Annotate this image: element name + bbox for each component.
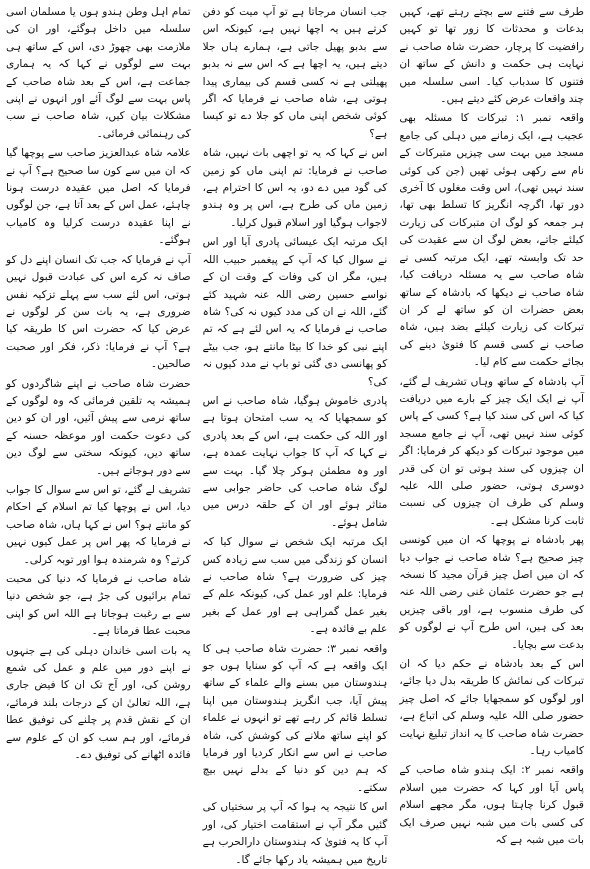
column-left	[5, 4, 191, 762]
paragraph: یہ بات اسی خاندان دہلی کی ہے جنہوں نے اپنے دور میں علم و عمل کی شمع روشن کی، اور آج تک ان کا فیض جاری ہے، اللہ تعالیٰ ان کے درجات بلند فرمائے، ان کے نقش قدم پر چلنے کی توفیق عطا فرمائے، اور ہم سب کو ان کے علوم سے فائدہ اٹھانے کی توفیق دے۔	[5, 644, 191, 762]
paragraph: اس کے بعد بادشاہ نے حکم دیا کہ ان تبرکات کی نمائش کا طریقہ بدل دیا جائے، اور لوگوں کو سمجھایا جائے کہ اصل چیز حضور صلی اللہ علیہ وسلم کی اتباع ہے، حضرت شاہ صاحب کا یہ انداز تبلیغ نہایت کامیاب رہا۔	[399, 658, 584, 758]
paragraph: ایک مرتبہ ایک شخص نے سوال کیا کہ انسان کو زندگی میں سب سے زیادہ کس چیز کی ضرورت ہے؟ شاہ صاحب نے فرمایا: علم اور عمل کی، کیونکہ علم کے بغیر عمل گمراہی ہے اور عمل کے بغیر علم بے فائدہ ہے۔	[202, 536, 388, 636]
paragraph: واقعہ نمبر ۳: حضرت شاہ صاحب ہی کا ایک واقعہ ہے کہ آپ کو سنایا ہوں جو ہندوستان میں بسنے والے علماء کے ساتھ پیش آیا، جب انگریز ہندوستان میں اپنا تسلط قائم کر رہے تھے تو انہوں نے علماء کو اپنے ساتھ ملانے کی کوشش کی، شاہ صاحب نے اس سے انکار کردیا اور فرمایا کہ ہم دین کو دنیا کے بدلے نہیں بیچ سکتے۔	[202, 642, 388, 794]
paragraph: واقعہ نمبر ۱: تبرکات کا مسئلہ بھی عجیب ہے، ایک زمانے میں دہلی کی جامع مسجد میں بہت سی چیزیں متبرکات کے نام سے رکھی ہوئی تھیں (جن کی کوئی سند نہیں تھی)، اس وقت مغلوں کا آخری دور تھا، اگرچہ انگریز کا تسلط بھی تھا، ہر جمعہ کو لوگ ان متبرکات کی زیارت کیلئے جاتے، بعض لوگ ان سے عقیدت کی حد تک وابستہ تھے، ایک مرتبہ کسی نے شاہ صاحب سے یہ مسئلہ دریافت کیا، شاہ صاحب نے دیکھا کہ بادشاہ کے ساتھ بعض حضرات ان کو ساتھ لے کر ان تبرکات کی زیارت کیلئے بضد ہیں، شاہ صاحب نے کسی قسم کا فتویٰ دینے کی بجائے حکمت سے کام لیا۔	[399, 112, 584, 369]
paragraph: واقعہ نمبر ۲: ایک ہندو شاہ صاحب کے پاس آیا اور کہا کہ حضرت میں اسلام قبول کرنا چاہتا ہوں، مگر مجھے اسلام کی کسی بات میں شبہ نہیں صرف ایک بات میں شبہ ہے کہ	[399, 764, 584, 847]
paragraph: طرف سے فتنے سے بچتے رہتے تھے، کہیں بدعات و محدثات کا زور تھا تو کہیں رافضیت کا پرچار، حضرت شاہ صاحب نے نہایت ہی حکمت و دانش کے ساتھ ان فتنوں کا سدباب کیا۔ اسی سلسلہ میں چند واقعات عرض کئے دیتے ہیں۔	[399, 6, 584, 106]
paragraph: پادری خاموش ہوگیا، شاہ صاحب نے اس کو سمجھایا کہ یہ سب امتحان ہوتا ہے اور اللہ کی حکمت ہے، اس کے بعد پادری نے کہا کہ آپ کا جواب نہایت عمدہ ہے، اور وہ مطمئن ہوکر چلا گیا۔ بہت سے لوگ شاہ صاحب کی حاضر جوابی سے متاثر ہوئے اور ان کے حلقہ درس میں شامل ہوئے۔	[202, 394, 388, 529]
paragraph: علامہ شاہ عبدالعزیز صاحب سے پوچھا گیا کہ ان میں سے کون سا صحیح ہے؟ آپ نے فرمایا کہ اصل میں عقیدہ درست ہونا چاہئے، عمل اس کے بعد آتا ہے، جن لوگوں نے اپنا عقیدہ درست کرلیا وہ کامیاب ہوگئے۔	[5, 147, 191, 247]
paragraph: اس نے کہا کہ یہ تو اچھی بات نہیں، شاہ صاحب نے فرمایا: تم اپنی ماں کو زمین کی گود میں دے دو، یہ اس کا احترام ہے، زمین ماں کی طرح ہے، اس پر وہ ہندو لاجواب ہوگیا اور اسلام قبول کرلیا۔	[202, 147, 388, 229]
column-middle	[202, 4, 388, 866]
paragraph: شاہ صاحب نے فرمایا کہ دنیا کی محبت تمام برائیوں کی جڑ ہے، جو شخص دنیا سے بے رغبت ہوجاتا ہے اللہ اس کو اپنی محبت عطا فرماتا ہے۔	[5, 573, 191, 638]
paragraph: جب انسان مرجاتا ہے تو آپ میت کو دفن کرتے ہیں یہ اچھا نہیں ہے، کیونکہ اس سے بدبو پھیل جاتی ہے، ہمارے ہاں جلا دیتے ہیں، یہ اچھا ہے کہ اس سے نہ بدبو پھیلتی ہے نہ کسی قسم کی بیماری پیدا ہوتی ہے، شاہ صاحب نے فرمایا کہ اگر کوئی شخص اپنی ماں کو جلا دے تو کیسا ہے؟	[202, 6, 388, 140]
paragraph: آپ نے فرمایا کہ جب تک انسان اپنے دل کو صاف نہ کرے اس کی عبادت قبول نہیں ہوتی، اس لئے سب سے پہلے تزکیہ نفس ضروری ہے، یہ بات سن کر لوگوں نے عرض کیا کہ حضرت اس کا طریقہ کیا ہے؟ آپ نے فرمایا: ذکر، فکر اور صحبت صالحین۔	[5, 253, 191, 371]
column-right	[399, 4, 584, 847]
paragraph: پھر بادشاہ نے پوچھا کہ ان میں کونسی چیز صحیح ہے؟ شاہ صاحب نے جواب دیا کہ ان میں اصل چیز قرآن مجید کا نسخہ ہے جو حضرت عثمان غنی رضی اللہ عنہ کی طرف منسوب ہے، اور باقی چیزیں بعد کی ہیں، اس طرح آپ نے لوگوں کو بدعت سے بچایا۔	[399, 534, 584, 651]
paragraph: تمام اہل وطن ہندو ہوں یا مسلمان اسی سلسلہ میں داخل ہوگئے، اور ان کی ملازمت بھی چھوڑ دی، اس کے ساتھ ہی بہت سے لوگوں نے کہا کہ یہ ہماری جماعت ہے، اس کے بعد شاہ صاحب کے پاس بہت سے لوگ آئے اور انہوں نے اپنی مشکلات بیان کیں، شاہ صاحب نے سب کی رہنمائی فرمائی۔	[5, 6, 191, 140]
paragraph: آپ بادشاہ کے ساتھ وہاں تشریف لے گئے، آپ نے ایک ایک چیز کے بارے میں دریافت کیا کہ اس کی سند کیا ہے؟ کسی کے پاس کوئی سند نہیں تھی، آپ نے جامع مسجد میں موجود تبرکات کو دیکھ کر فرمایا: اگر ان چیزوں کی سند ہوتی تو ان کی قدر دوسری ہوتی، حضور صلی اللہ علیہ وسلم کی طرف ان چیزوں کی نسبت ثابت کرنا مشکل ہے۔	[399, 375, 584, 527]
paragraph: حضرت شاہ صاحب نے اپنے شاگردوں کو ہمیشہ یہ تلقین فرمائی کہ وہ لوگوں کے ساتھ نرمی سے پیش آئیں، اور ان کو دین کی دعوت حکمت اور موعظہ حسنہ کے ساتھ دیں، کیونکہ سختی سے لوگ دین سے دور ہوجاتے ہیں۔	[5, 377, 191, 477]
paragraph: ایک مرتبہ ایک عیسائی پادری آیا اور اس نے سوال کیا کہ آپ کے پیغمبر حبیب اللہ ہیں، مگر ان کی وفات کے وقت ان کے نواسے حسین رضی اللہ عنہ شہید کئے گئے، اللہ نے ان کی مدد کیوں نہ کی؟ شاہ صاحب نے فرمایا کہ یہ اس لئے ہے کہ تم اپنے نبی کو خدا کا بیٹا مانتے ہو، جب بیٹے کو پھانسی دی گئی تو باپ نے مدد کیوں نہ کی؟	[202, 236, 388, 388]
paragraph: تشریف لے گئے، تو اس سے سوال کا جواب دیا، اس نے پوچھا کیا تم اسلام کے احکام کو مانتے ہو؟ اس نے کہا ہاں، شاہ صاحب نے فرمایا کہ پھر اس پر عمل کیوں نہیں کرتے؟ وہ شرمندہ ہوا اور توبہ کرلی۔	[5, 483, 191, 566]
paragraph: اس کا نتیجہ یہ ہوا کہ آپ پر سختیاں کی گئیں مگر آپ نے استقامت اختیار کی، اور آپ کا یہ فتویٰ کہ ہندوستان دارالحرب ہے تاریخ میں ہمیشہ یاد رکھا جائے گا۔	[202, 801, 388, 866]
text-columns	[5, 4, 584, 866]
